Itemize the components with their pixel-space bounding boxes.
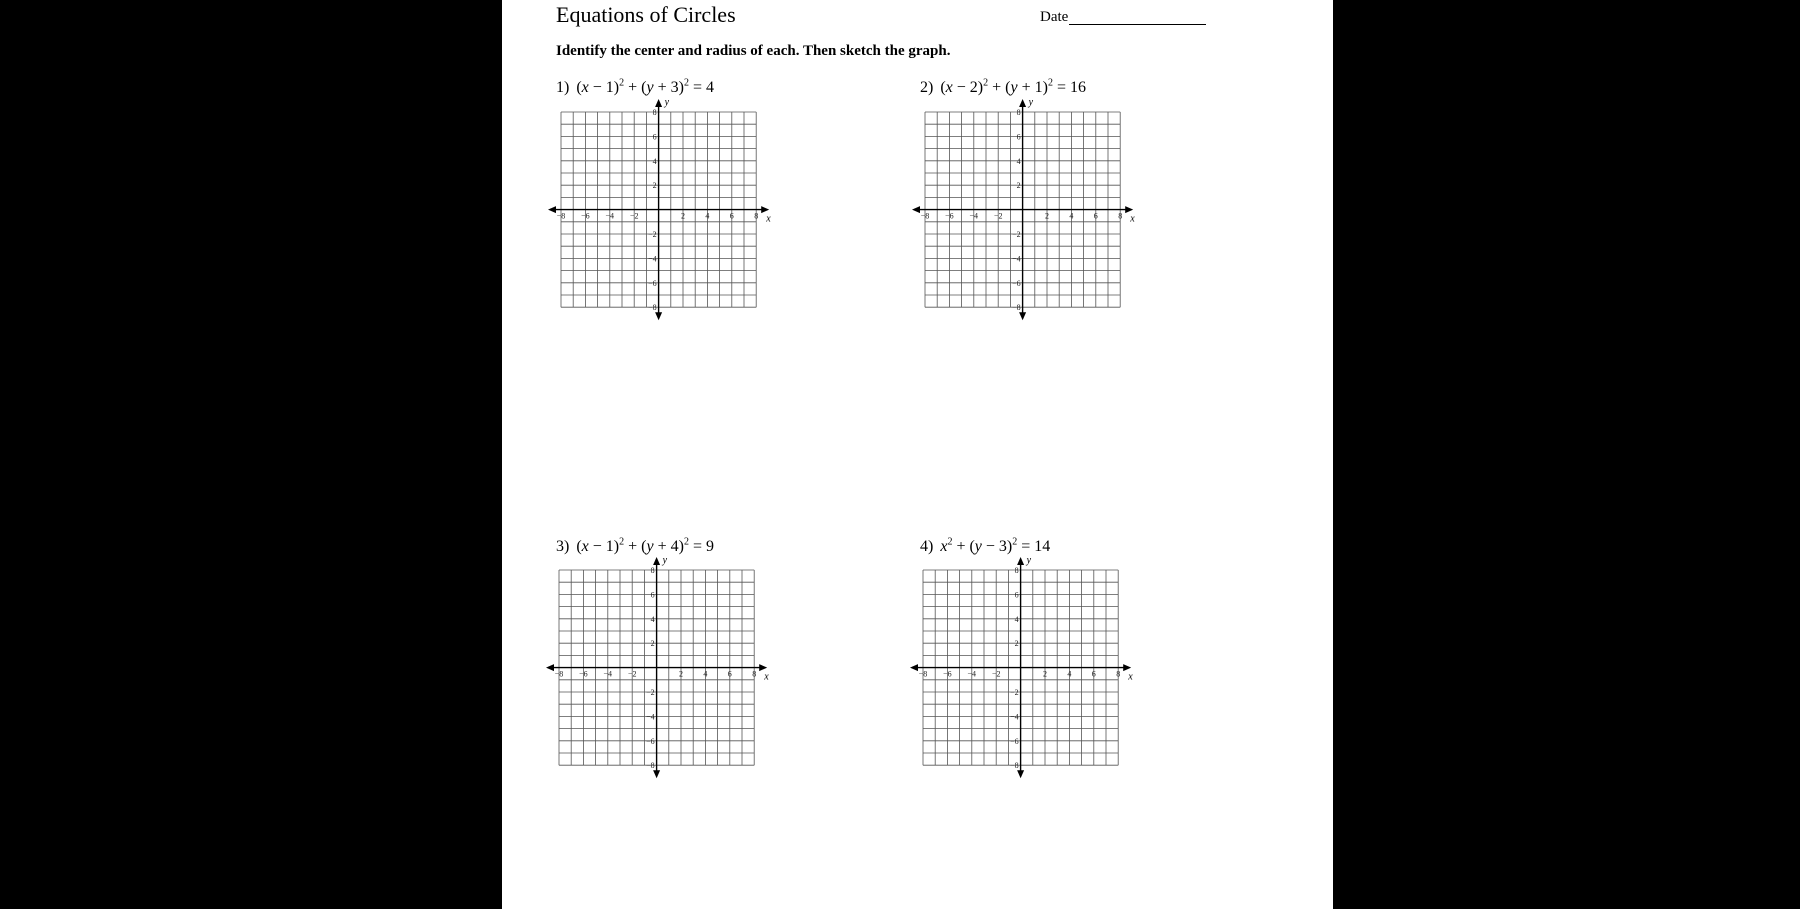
grid-svg: [545, 96, 772, 323]
x-axis-label: x: [766, 213, 771, 225]
date-blank-line: [1069, 24, 1206, 25]
x-tick-label: −8: [554, 669, 564, 679]
x-tick-label: 6: [729, 211, 734, 221]
axis-arrowhead: [1017, 770, 1024, 778]
y-tick-label: −8: [1012, 303, 1021, 313]
y-tick-label: −2: [646, 688, 655, 697]
x-tick-label: −6: [579, 669, 588, 679]
grid-svg: [909, 96, 1136, 323]
y-axis-label: y: [662, 555, 668, 566]
axis-arrowhead: [912, 206, 920, 213]
y-tick-label: −2: [648, 230, 657, 239]
x-tick-label: −4: [603, 669, 613, 679]
x-tick-label: 8: [754, 211, 759, 221]
y-tick-label: 6: [652, 132, 657, 142]
x-tick-label: −6: [945, 211, 954, 221]
y-tick-label: −6: [648, 278, 657, 288]
problem-equation: $x^2 + (y - 3)^2 = 14$: [940, 537, 1051, 556]
y-tick-label: −4: [1010, 712, 1019, 722]
y-tick-label: −8: [648, 303, 657, 313]
x-tick-label: 4: [1069, 211, 1074, 221]
x-tick-label: −4: [967, 669, 977, 679]
x-tick-label: 6: [1091, 669, 1096, 679]
x-tick-label: −8: [920, 211, 930, 221]
axis-arrowhead: [759, 664, 767, 671]
axis-arrowhead: [1019, 99, 1026, 107]
x-tick-label: 6: [1093, 211, 1098, 221]
x-tick-label: −2: [629, 211, 639, 221]
x-tick-label: 8: [1116, 669, 1121, 679]
problem-equation: $(x - 2)^2 + (y + 1)^2 = 16$: [940, 78, 1086, 97]
x-tick-label: 2: [1045, 211, 1049, 221]
axis-arrowhead: [655, 99, 662, 107]
axis-arrowhead: [655, 312, 662, 320]
y-tick-label: −4: [646, 712, 655, 722]
axis-arrowhead: [1125, 206, 1133, 213]
y-tick-label: −4: [648, 254, 657, 264]
y-tick-label: −6: [1010, 736, 1019, 746]
problem-number: 3): [556, 538, 570, 556]
x-tick-label: 2: [681, 211, 685, 221]
problem-number: 1): [556, 79, 570, 97]
y-axis-label: y: [1026, 555, 1032, 566]
x-tick-label: −2: [991, 669, 1001, 679]
axis-arrowhead: [910, 664, 918, 671]
y-tick-label: 8: [652, 108, 657, 117]
y-tick-label: 2: [1014, 639, 1019, 649]
grid-svg: [907, 554, 1134, 781]
x-tick-label: 8: [1118, 211, 1123, 221]
x-tick-label: −2: [627, 669, 637, 679]
x-tick-label: −4: [605, 211, 615, 221]
problem-equation: $(x - 1)^2 + (y + 4)^2 = 9$: [576, 537, 714, 556]
x-tick-label: 4: [703, 669, 708, 679]
axis-arrowhead: [1019, 312, 1026, 320]
problem-number: 2): [920, 79, 934, 97]
x-tick-label: −8: [918, 669, 928, 679]
y-tick-label: 2: [650, 639, 655, 649]
x-tick-label: −6: [581, 211, 590, 221]
problem-number: 4): [920, 538, 934, 556]
axis-arrowhead: [1123, 664, 1131, 671]
y-tick-label: 4: [1016, 156, 1021, 166]
y-tick-label: −2: [1010, 688, 1019, 697]
y-tick-label: 6: [1016, 132, 1021, 142]
problem-2: [920, 78, 1086, 97]
y-tick-label: −8: [646, 761, 655, 771]
axis-arrowhead: [653, 770, 660, 778]
y-tick-label: −2: [1012, 230, 1021, 239]
y-tick-label: −6: [1012, 278, 1021, 288]
x-tick-label: −4: [969, 211, 979, 221]
y-tick-label: 8: [1014, 566, 1019, 575]
x-tick-label: 4: [1067, 669, 1072, 679]
axis-arrowhead: [761, 206, 769, 213]
worksheet-title: Equations of Circles: [556, 2, 736, 27]
x-axis-label: x: [1128, 671, 1133, 683]
axis-arrowhead: [548, 206, 556, 213]
axis-arrowhead: [653, 557, 660, 565]
x-tick-label: 4: [705, 211, 710, 221]
x-tick-label: −8: [556, 211, 566, 221]
problem-equation: $(x - 1)^2 + (y + 3)^2 = 4$: [576, 78, 714, 97]
axis-arrowhead: [1017, 557, 1024, 565]
y-tick-label: 8: [650, 566, 655, 575]
y-tick-label: −6: [646, 736, 655, 746]
y-tick-label: 2: [1016, 181, 1021, 191]
y-tick-label: −4: [1012, 254, 1021, 264]
date-label: Date: [1040, 9, 1069, 25]
y-axis-label: y: [1028, 97, 1034, 108]
x-tick-label: −2: [993, 211, 1003, 221]
y-tick-label: 6: [650, 590, 655, 600]
y-tick-label: 8: [1016, 108, 1021, 117]
axis-arrowhead: [546, 664, 554, 671]
x-tick-label: 2: [1043, 669, 1047, 679]
grid-svg: [543, 554, 770, 781]
x-axis-label: x: [1130, 213, 1135, 225]
y-tick-label: 4: [652, 156, 657, 166]
problem-1: [556, 78, 714, 97]
instructions: Identify the center and radius of each. Then sketch the graph.: [556, 43, 951, 59]
y-tick-label: −8: [1010, 761, 1019, 771]
worksheet-page: [502, 0, 1333, 909]
x-tick-label: 8: [752, 669, 757, 679]
x-tick-label: −6: [943, 669, 952, 679]
x-axis-label: x: [764, 671, 769, 683]
y-axis-label: y: [664, 97, 670, 108]
y-tick-label: 4: [650, 614, 655, 624]
x-tick-label: 2: [679, 669, 683, 679]
y-tick-label: 6: [1014, 590, 1019, 600]
x-tick-label: 6: [727, 669, 732, 679]
y-tick-label: 4: [1014, 614, 1019, 624]
y-tick-label: 2: [652, 181, 657, 191]
